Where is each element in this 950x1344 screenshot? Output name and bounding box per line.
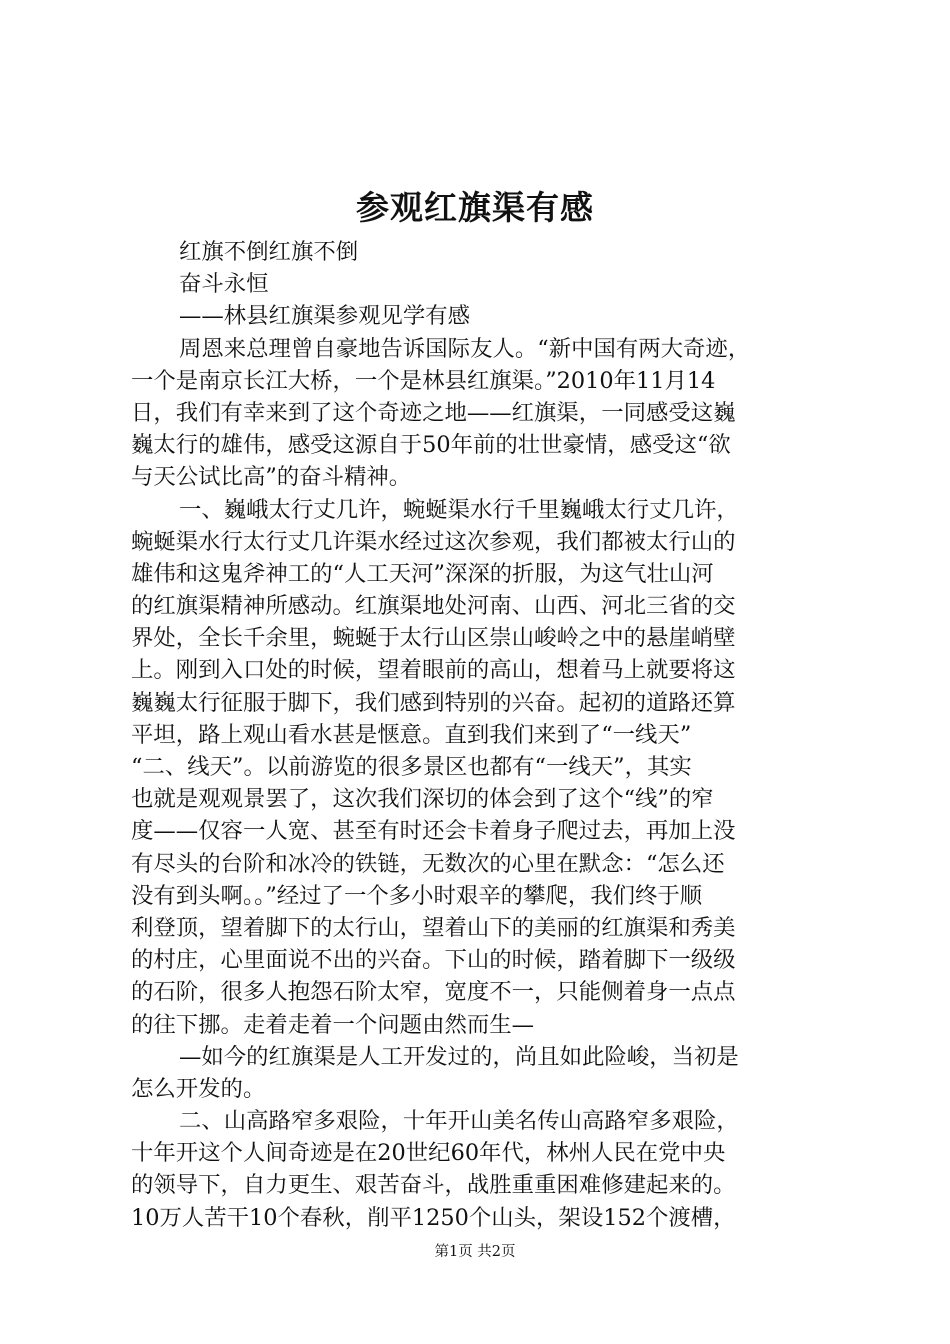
text-line: 的石阶，很多人抱怨石阶太窄，宽度不一，只能侧着身一点点 [131,979,736,1006]
text-line: 有尽头的台阶和冰冷的铁链，无数次的心里在默念：“怎么还 [131,850,725,877]
text-line: 也就是观观景罢了，这次我们深切的体会到了这个“线”的窄 [131,786,714,813]
text-line: 的村庄，心里面说不出的兴奋。下山的时候，踏着脚下一级级 [131,947,736,974]
text-line: 蜿蜒渠水行太行丈几许渠水经过这次参观，我们都被太行山的 [131,528,736,555]
text-line: ——林县红旗渠参观见学有感 [179,303,471,330]
text-line: 雄伟和这鬼斧神工的“人工天河”深深的折服，为这气壮山河 [131,560,714,587]
text-line: 10万人苦干10个春秋，削平1250个山头，架设152个渡槽， [131,1204,736,1231]
text-line: —如今的红旗渠是人工开发过的，尚且如此险峻，当初是 [179,1043,739,1070]
page-footer: 第1页 共2页 [434,1244,516,1260]
text-line: 的红旗渠精神所感动。红旗渠地处河南、山西、河北三省的交 [131,593,736,620]
text-line: 一个是南京长江大桥，一个是林县红旗渠。”2010年11月14 [131,367,716,394]
text-line: 界处，全长千余里，蜿蜒于太行山区崇山峻岭之中的悬崖峭壁 [131,625,736,652]
text-line: 一、巍峨太行丈几许，蜿蜒渠水行千里巍峨太行丈几许， [179,496,739,523]
text-line: 巍巍太行征服于脚下，我们感到特别的兴奋。起初的道路还算 [131,689,736,716]
text-line: “二、线天”。以前游览的很多景区也都有“一线天”，其实 [131,754,692,780]
text-line: 奋斗永恒 [179,271,269,298]
text-line: 巍太行的雄伟，感受这源自于50年前的壮世豪情，感受这“欲 [131,432,731,459]
text-line: 上。刚到入口处的时候，望着眼前的高山，想着马上就要将这 [131,657,736,684]
text-line: 红旗不倒红旗不倒 [179,239,359,265]
text-line: 没有到头啊。。”经过了一个多小时艰辛的攀爬，我们终于顺 [131,882,703,909]
text-line: 平坦，路上观山看水甚是惬意。直到我们来到了“一线天” [131,721,692,748]
document-title: 参观红旗渠有感 [356,188,594,227]
text-line: 日，我们有幸来到了这个奇迹之地——红旗渠，一同感受这巍 [131,399,736,426]
text-line: 十年开这个人间奇迹是在20世纪60年代，林州人民在党中央 [131,1140,726,1167]
text-line: 与天公试比高”的奋斗精神。 [131,464,412,491]
text-line: 怎么开发的。 [131,1075,266,1102]
text-line: 二、山高路窄多艰险，十年开山美名传山高路窄多艰险， [179,1108,739,1135]
text-line: 利登顶，望着脚下的太行山，望着山下的美丽的红旗渠和秀美 [131,914,736,941]
text-line: 周恩来总理曾自豪地告诉国际友人。“新中国有两大奇迹， [179,335,751,362]
text-line: 的往下挪。走着走着一个问题由然而生— [131,1011,535,1038]
text-line: 度——仅容一人宽、甚至有时还会卡着身子爬过去，再加上没 [131,818,736,845]
text-line: 的领导下，自力更生、艰苦奋斗，战胜重重困难修建起来的。 [131,1172,736,1199]
document-body [131,236,837,1234]
